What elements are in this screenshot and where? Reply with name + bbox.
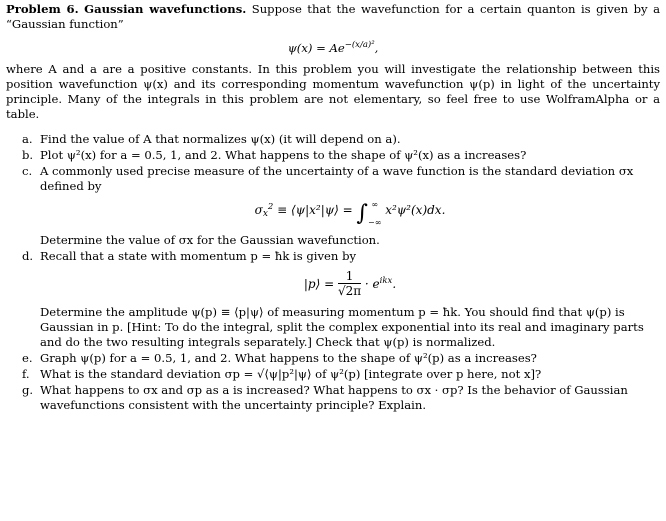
part-text: Graph ψ(p) for a = 0.5, 1, and 2. What happens to the shape of ψ²(p) as a increases? (40, 351, 537, 365)
part-g (22, 383, 660, 413)
parts-list (6, 132, 660, 413)
part-b (22, 148, 660, 163)
part-text: What is the standard deviation σp = √⟨ψ|p²|ψ⟩ of ψ²(p) [integrate over p here, not x]? (40, 367, 542, 381)
part-e (22, 351, 660, 366)
intro-line1: Suppose that the wavefunction for a certain quanton is given by a “Gaussian function” (6, 2, 661, 31)
part-text: Find the value of A that normalizes ψ(x) (it will depend on a). (40, 132, 401, 146)
problem-subject: Gaussian wavefunctions. (84, 2, 247, 16)
part-label: c. (22, 164, 33, 178)
part-label: f. (22, 367, 30, 381)
part-a (22, 132, 660, 147)
part-label: d. (22, 249, 34, 263)
fraction: $\frac{1}{√2\pi}$ (337, 269, 362, 298)
sigma-x-equation: $\sigma_x^2$ ≡ ⟨ψ|x²|ψ⟩ = ∫ ∞ −∞ x²ψ²(x)dx. (254, 200, 446, 227)
part-text: What happens to σx and σp as a is increased? What happens to σx · σp? Is the behavior of Gaussian wavefunctions consistent with the uncertainty principle? Explain. (40, 383, 628, 412)
part-d (22, 249, 660, 350)
part-text: A commonly used precise measure of the uncertainty of a wave function is the standard deviation σx defined by (40, 164, 634, 193)
part-text: Plot ψ²(x) for a = 0.5, 1, and 2. What happens to the shape of ψ²(x) as a increases? (40, 148, 527, 162)
gaussian-equation: $\psi(x) = Ae^{-(x/a)^2}$, (287, 40, 379, 55)
part-c (22, 164, 660, 248)
part-label: b. (22, 148, 34, 162)
problem-intro-line (6, 2, 660, 32)
part-label: a. (22, 132, 33, 146)
intro-body: where A and a are a positive constants. In this problem you will investigate the relationship between this position wavefunction ψ(x) and its corresponding momentum wavefunction ψ(p) in light of the uncertainty principle. Many of the integrals in this problem are not elementary, so feel free to use WolframAlpha or a table. (6, 62, 660, 121)
problem-title: Problem 6. (6, 2, 79, 16)
part-text-after: Determine the value of σx for the Gaussian wavefunction. (40, 233, 380, 247)
part-text: Recall that a state with momentum p = ħk is given by (40, 249, 357, 263)
part-f (22, 367, 660, 382)
part-label: e. (22, 351, 33, 365)
part-label: g. (22, 383, 34, 397)
part-text-after: Determine the amplitude ψ(p) ≡ ⟨p|ψ⟩ of measuring momentum p = ħk. You should find that ψ(p) is Gaussian in p. [Hint: To do the integral, split the complex exponential into its real and imaginary parts and do the two resulting integrals separately.] Check that ψ(p) is normalized. (40, 305, 644, 349)
momentum-state-equation: |p⟩ = $\frac{1}{√2\pi}$ · $e^{ikx}$. (303, 269, 397, 298)
